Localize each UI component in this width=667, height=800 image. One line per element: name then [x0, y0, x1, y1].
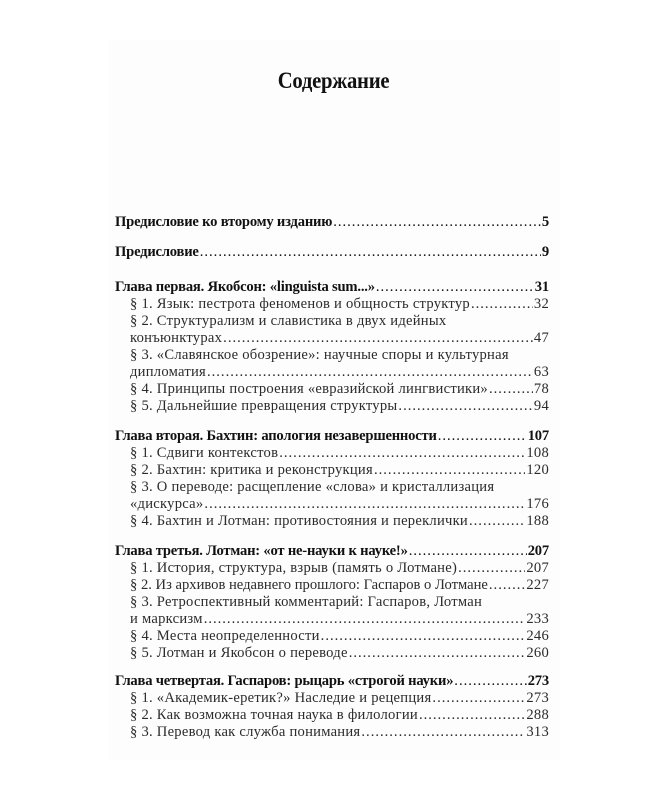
toc-entry-title: конъюнктурах	[130, 330, 223, 346]
toc-page-number: 207	[527, 543, 549, 559]
page-title: Содержание	[277, 68, 390, 93]
toc-section[interactable]	[130, 445, 549, 462]
toc-page-number: 313	[526, 724, 549, 740]
leader-dots	[469, 513, 525, 530]
toc-section[interactable]	[130, 577, 549, 594]
toc-page-number: 176	[526, 496, 549, 512]
leader-dots	[207, 364, 533, 381]
toc-chapter-3[interactable]	[115, 543, 549, 560]
toc-page-number: 94	[533, 398, 549, 414]
leader-dots	[361, 724, 525, 741]
toc-entry-title: Глава четвертая. Гаспаров: рыцарь «строгой науки»	[115, 673, 454, 689]
toc-section[interactable]	[130, 560, 549, 577]
toc-entry-title: § 3. «Славянское обозрение»: научные споры и культурная	[130, 347, 509, 363]
toc-entry-title: § 4. Места неопределенности	[130, 628, 320, 644]
toc-page-number: 9	[541, 244, 549, 260]
toc-section[interactable]	[130, 690, 549, 707]
toc-chapter-1[interactable]	[115, 279, 549, 296]
leader-dots	[204, 496, 525, 513]
toc-entry-title: § 3. Перевод как служба понимания	[130, 724, 361, 740]
toc-entry-title: и марксизм	[130, 611, 203, 627]
leader-dots	[349, 645, 526, 662]
toc-section[interactable]	[130, 496, 549, 513]
leader-dots	[432, 690, 525, 707]
toc-section[interactable]	[130, 513, 549, 530]
toc-page-number: 107	[527, 428, 549, 444]
toc-page-number: 63	[533, 364, 549, 380]
toc-entry-title: Предисловие ко второму изданию	[115, 214, 333, 230]
toc-section[interactable]	[130, 628, 549, 645]
toc-page-number: 273	[527, 673, 549, 689]
toc-entry-title: § 5. Лотман и Якобсон о переводе	[130, 645, 348, 661]
toc-section[interactable]	[130, 381, 549, 398]
leader-dots	[223, 330, 533, 347]
toc-entry-title: § 1. История, структура, взрыв (память о Лотмане)	[130, 560, 458, 576]
leader-dots	[419, 707, 525, 724]
toc-section[interactable]	[130, 330, 549, 347]
toc-section[interactable]	[130, 611, 549, 628]
toc-page-number: 288	[526, 707, 549, 723]
toc-entry-title: Глава третья. Лотман: «от не-науки к науке!»	[115, 543, 408, 559]
toc-page-number: 273	[526, 690, 549, 706]
toc-section[interactable]	[130, 645, 549, 662]
toc-entry-title: § 3. Ретроспективный комментарий: Гаспаров, Лотман	[130, 594, 483, 610]
toc-entry-title: § 2. Бахтин: критика и реконструкция	[130, 462, 373, 478]
leader-dots	[458, 560, 525, 577]
toc-page-number: 227	[526, 577, 549, 593]
toc-page-number: 78	[533, 381, 549, 397]
leader-dots	[374, 462, 525, 479]
leader-dots	[471, 296, 533, 313]
toc-section[interactable]	[130, 364, 549, 381]
toc-entry-title: дипломатия	[130, 364, 206, 380]
leader-dots	[398, 398, 532, 415]
leader-dots	[279, 445, 525, 462]
toc-entry-title: § 2. Из архивов недавнего прошлого: Гаспаров о Лотмане	[130, 577, 488, 593]
toc-page-number: 188	[526, 513, 549, 529]
toc-entry-title: § 2. Структурализм и славистика в двух идейных	[130, 313, 447, 329]
toc-section-line1[interactable]	[130, 313, 549, 330]
toc-entry-title: § 1. «Академик-еретик?» Наследие и рецепция	[130, 690, 432, 706]
leader-dots	[204, 611, 526, 628]
toc-entry-preface[interactable]	[115, 244, 549, 261]
leader-dots	[489, 381, 533, 398]
leader-dots	[489, 577, 525, 594]
toc-entry-preface-second-edition[interactable]	[115, 214, 549, 231]
toc-page-number: 5	[541, 214, 549, 230]
toc-entry-title: Глава вторая. Бахтин: апология незавершенности	[115, 428, 437, 444]
toc-page-number: 108	[526, 445, 549, 461]
toc-section-line1[interactable]	[130, 594, 549, 611]
toc-page-number: 260	[526, 645, 549, 661]
toc-entry-title: Глава первая. Якобсон: «linguista sum...»	[115, 279, 375, 295]
toc-page-number: 207	[526, 560, 549, 576]
toc-entry-title: § 1. Язык: пестрота феноменов и общность структур	[130, 296, 470, 312]
leader-dots	[409, 543, 527, 560]
leader-dots	[454, 673, 526, 690]
toc-entry-title: § 1. Сдвиги контекстов	[130, 445, 279, 461]
toc-page-number: 120	[526, 462, 549, 478]
toc-entry-title: Предисловие	[115, 244, 199, 260]
toc-section[interactable]	[130, 462, 549, 479]
leader-dots	[321, 628, 526, 645]
toc-entry-title: § 4. Принципы построения «евразийской лингвистики»	[130, 381, 488, 397]
toc-entry-title: § 5. Дальнейшие превращения структуры	[130, 398, 398, 414]
toc-entry-title: § 3. О переводе: расщепление «слова» и кристаллизация	[130, 479, 495, 495]
toc-section-line1[interactable]	[130, 479, 549, 496]
toc-section[interactable]	[130, 724, 549, 741]
toc-chapter-4[interactable]	[115, 673, 549, 690]
toc-page-number: 246	[526, 628, 549, 644]
leader-dots	[376, 279, 534, 296]
toc-entry-title: § 4. Бахтин и Лотман: противостояния и переклички	[130, 513, 468, 529]
toc-section-line1[interactable]	[130, 347, 549, 364]
leader-dots	[333, 214, 541, 231]
leader-dots	[200, 244, 541, 261]
toc-section[interactable]	[130, 296, 549, 313]
toc-page-number: 47	[533, 330, 549, 346]
toc-entry-title: § 2. Как возможна точная наука в филологии	[130, 707, 418, 723]
toc-page-number: 233	[526, 611, 549, 627]
toc-section[interactable]	[130, 398, 549, 415]
leader-dots	[438, 428, 527, 445]
toc-page-number: 32	[533, 296, 549, 312]
toc-chapter-2[interactable]	[115, 428, 549, 445]
toc-entry-title: «дискурса»	[130, 496, 204, 512]
toc-page-number: 31	[534, 279, 549, 295]
toc-section[interactable]	[130, 707, 549, 724]
